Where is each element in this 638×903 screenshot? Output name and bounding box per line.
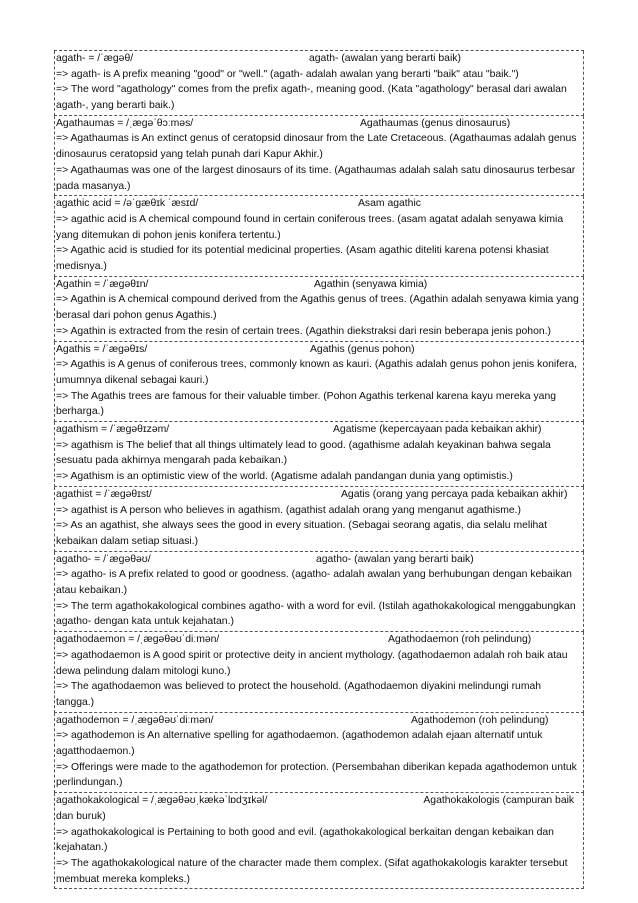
- example-line: => The Agathis trees are famous for their valuable timber. (Pohon Agathis terkenal karena kayu mereka yang berharga.): [56, 390, 556, 418]
- dictionary-entry: [54, 632, 584, 713]
- example-line: => As an agathist, she always sees the good in every situation. (Sebagai seorang agatis, dia selalu melihat kebaikan dalam setiap situasi.): [56, 520, 547, 547]
- entry-header: [56, 116, 582, 132]
- dictionary-entry: [54, 422, 584, 487]
- entry-translation: Agathodemon (roh pelindung): [411, 714, 549, 726]
- entry-header: [56, 713, 582, 729]
- definition-line: => agathokakological is Pertaining to both good and evil. (agathokakological berkaitan dengan kebaikan dan kejahatan.): [56, 826, 554, 854]
- entry-header: [56, 632, 582, 648]
- definition-line: => agathodemon is An alternative spelling for agathodaemon. (agathodemon adalah ejaan alternatif untuk agatthodaemon.): [56, 730, 543, 758]
- entry-header: [56, 422, 582, 438]
- entry-term: agathist = /ˈæɡəθɪst/: [56, 488, 152, 500]
- definition-line: => agath- is A prefix meaning "good" or "well." (agath- adalah awalan yang berarti "baik" atau "baik."): [56, 68, 519, 80]
- entry-header: [56, 196, 582, 212]
- dictionary-entry: [54, 793, 584, 889]
- entry-translation: agatho- (awalan yang berarti baik): [316, 553, 474, 565]
- entry-header: [56, 793, 582, 824]
- entry-translation: agath- (awalan yang berarti baik): [309, 53, 461, 64]
- entry-translation: Agathokakologis (campuran baik dan buruk): [56, 795, 575, 822]
- dictionary-entry: [54, 196, 584, 277]
- dictionary-entry: [54, 277, 584, 342]
- example-line: => The term agathokakological combines agatho- with a word for evil. (Istilah agathokakological menggabungkan agatho- dengan kata untuk kejahatan.): [56, 600, 576, 628]
- definition-line: => Agathis is A genus of coniferous trees, commonly known as kauri. (Agathis adalah genus pohon jenis konifera, umumnya dikenal sebagai kauri.): [56, 359, 577, 386]
- definition-line: => agathist is A person who believes in agathism. (agathist adalah orang yang menganut agathisme.): [56, 504, 521, 516]
- example-line: => Agathism is an optimistic view of the world. (Agatisme adalah pandangan dunia yang optimistis.): [56, 471, 513, 483]
- example-line: => The word "agathology" comes from the prefix agath-, meaning good. (Kata "agathology" berasal dari awalan agath-, yang berarti baik.): [56, 84, 567, 112]
- entry-translation: Agathin (senyawa kimia): [314, 278, 428, 290]
- entry-term: agath- = /ˈæɡəθ/: [56, 53, 134, 64]
- dictionary-entry: [54, 51, 584, 116]
- entry-header: [56, 51, 582, 67]
- entry-term: agathic acid = /əˈɡæθɪk ˈæsɪd/: [56, 198, 199, 210]
- definition-line: => Agathin is A chemical compound derived from the Agathis genus of trees. (Agathin adalah senyawa kimia yang berasal dari pohon genus Agathis.): [56, 294, 579, 322]
- entry-term: agathism = /ˈæɡəθɪzəm/: [56, 424, 170, 436]
- example-line: => Offerings were made to the agathodemon for protection. (Persembahan diberikan kepada agathodemon untuk perlindungan.): [56, 761, 577, 789]
- dictionary-entry: [54, 713, 584, 794]
- definition-line: => agathism is The belief that all things ultimately lead to good. (agathisme adalah keyakinan bahwa segala sesuatu pada akhirnya mengarah pada kebaikan.): [56, 439, 551, 467]
- entry-translation: Agathis (genus pohon): [310, 343, 415, 355]
- definition-line: => agatho- is A prefix related to good or goodness. (agatho- adalah awalan yang berhubungan dengan kebaikan atau kebaikan.): [56, 569, 572, 597]
- example-line: => Agathic acid is studied for its potential medicinal properties. (Asam agathic diteliti karena potensi khasiat medisnya.): [56, 245, 549, 273]
- dictionary-entry: [54, 552, 584, 633]
- entry-translation: Agatisme (kepercayaan pada kebaikan akhir): [333, 424, 542, 436]
- definition-line: => agathic acid is A chemical compound found in certain coniferous trees. (asam agatat adalah senyawa kimia yang ditemukan di pohon jenis konifera tertentu.): [56, 213, 564, 241]
- entry-term: agathodemon = /ˌæɡəθəʊˈdiːmən/: [56, 714, 214, 726]
- dictionary-entry: [54, 342, 584, 423]
- example-line: => Agathaumas was one of the largest dinosaurs of its time. (Agathaumas adalah salah satu dinosaurus terbesar pada masanya.): [56, 164, 576, 192]
- entry-term: agatho- = /ˈæɡəθəʊ/: [56, 553, 151, 565]
- entry-header: [56, 342, 582, 358]
- entry-header: [56, 487, 582, 503]
- entry-term: Agathis = /ˈæɡəθɪs/: [56, 343, 148, 355]
- dictionary-entry: [54, 116, 584, 197]
- entry-term: agathokakological = /ˌæɡəθəʊˌkækəˈlɒdʒɪkəl/: [56, 795, 268, 807]
- example-line: => The agathodaemon was believed to protect the household. (Agathodaemon diyakini melindungi rumah tangga.): [56, 681, 542, 708]
- definition-line: => agathodaemon is A good spirit or protective deity in ancient mythology. (agathodaemon adalah roh baik atau dewa pelindung dalam mitologi kuno.): [56, 649, 568, 677]
- entry-term: agathodaemon = /ˌæɡəθəʊˈdiːmən/: [56, 634, 220, 646]
- example-line: => The agathokakological nature of the character made them complex. (Sifat agathokakologis karakter tersebut membuat mereka kompleks.): [56, 858, 568, 885]
- entry-term: Agathaumas = /ˌæɡəˈθɔːməs/: [56, 117, 194, 129]
- entry-translation: Asam agathic: [358, 198, 421, 210]
- entry-header: [56, 552, 582, 568]
- dictionary-entries: [54, 50, 584, 889]
- definition-line: => Agathaumas is An extinct genus of ceratopsid dinosaur from the Late Cretaceous. (Agathaumas adalah genus dinosaurus ceratopsid yang telah punah dari Kapur Akhir.): [56, 133, 577, 161]
- entry-term: Agathin = /ˈæɡəθɪn/: [56, 278, 149, 290]
- example-line: => Agathin is extracted from the resin of certain trees. (Agathin diekstraksi dari resin beberapa jenis pohon.): [56, 325, 551, 337]
- entry-translation: Agathaumas (genus dinosaurus): [360, 117, 511, 129]
- entry-header: [56, 277, 582, 293]
- dictionary-entry: [54, 487, 584, 552]
- entry-translation: Agathodaemon (roh pelindung): [388, 634, 532, 646]
- entry-translation: Agatis (orang yang percaya pada kebaikan akhir): [341, 488, 568, 500]
